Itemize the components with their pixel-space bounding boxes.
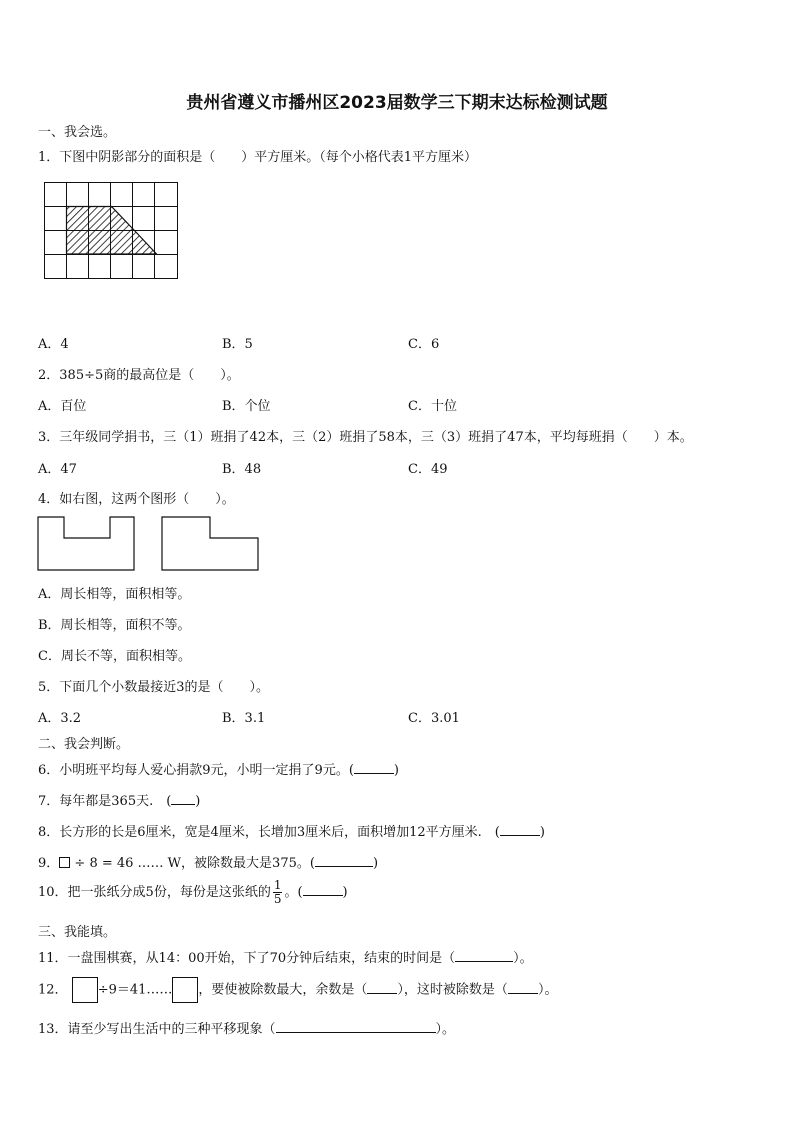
q1-option-b[interactable]: B．5 [222, 337, 253, 352]
question-2: 2．385÷5商的最高位是（ ）。 [38, 368, 240, 383]
q12-dividend-blank[interactable] [508, 981, 538, 994]
q12-text: ，要使被除数最大，余数是（ [198, 982, 368, 998]
q10-text: 10．把一张纸分成5份，每份是这张纸的 [38, 885, 271, 900]
q6-text: 6．小明班平均每人爱心捐款9元，小明一定捐了9元。( [38, 763, 354, 778]
question-1: 1．下图中阴影部分的面积是（ ）平方厘米。（每个小格代表1平方厘米） [38, 150, 478, 165]
q11-text: 11．一盘围棋赛，从14：00开始，下了70分钟后结束，结束的时间是（ [38, 951, 456, 966]
q4-option-a[interactable]: A．周长相等，面积相等。 [38, 587, 191, 602]
q13-answer-blank[interactable] [276, 1020, 436, 1033]
section-heading-1: 一、我会选。 [38, 125, 117, 140]
q2-option-a[interactable]: A．百位 [38, 399, 87, 414]
shape-right [162, 517, 258, 570]
q11-close: ）。 [513, 951, 533, 966]
q13-text: 13．请至少写出生活中的三种平移现象（ [38, 1022, 276, 1037]
question-3: 3．三年级同学捐书，三（1）班捐了42本，三（2）班捐了58本，三（3）班捐了47本，平均每班捐（ ）本。 [38, 430, 693, 445]
section-heading-2: 二、我会判断。 [38, 737, 130, 752]
q10-answer-blank[interactable] [303, 883, 343, 896]
q9-answer-blank[interactable] [315, 854, 373, 867]
q7-text: 7．每年都是365天. ( [38, 794, 172, 809]
q10-close: ) [342, 885, 348, 900]
q12-remainder-blank[interactable] [367, 981, 397, 994]
page-title: 贵州省遵义市播州区2023届数学三下期末达标检测试题 [186, 93, 608, 113]
question-8 [38, 821, 545, 840]
q12-text-2: ），这时被除数是（ [397, 982, 508, 998]
q6-answer-blank[interactable] [354, 761, 394, 774]
q5-option-a[interactable]: A．3.2 [38, 711, 82, 726]
q11-answer-blank[interactable] [455, 949, 513, 962]
question-4: 4．如右图，这两个图形（ ）。 [38, 492, 235, 507]
q4-option-c[interactable]: C．周长不等，面积相等。 [38, 649, 191, 664]
q12-remainder-box[interactable] [172, 977, 198, 1003]
q1-option-c[interactable]: C．6 [408, 337, 440, 352]
q9-close: ) [372, 856, 379, 871]
fraction-numerator: 1 [273, 878, 282, 892]
q6-close: ) [393, 763, 399, 778]
q5-option-c[interactable]: C．3.01 [408, 711, 460, 726]
q12-number: 12． [38, 982, 68, 998]
q9-number: 9． [38, 856, 60, 871]
q7-close: ) [195, 794, 201, 809]
grid-figure [44, 182, 178, 280]
question-5: 5．下面几个小数最接近3的是（ ）。 [38, 680, 270, 695]
question-11 [38, 947, 533, 966]
fraction-one-fifth [273, 879, 283, 906]
q10-mid: 。( [284, 885, 303, 900]
q8-close: ) [539, 825, 545, 840]
question-7 [38, 790, 200, 809]
q3-option-b[interactable]: B．48 [222, 462, 262, 477]
fraction-denominator: 5 [273, 892, 282, 906]
question-10 [38, 879, 348, 906]
q12-close: ）。 [537, 982, 558, 998]
q7-answer-blank[interactable] [171, 792, 195, 805]
section-heading-3: 三、我能填。 [38, 925, 117, 940]
q2-option-c[interactable]: C．十位 [408, 399, 457, 414]
q3-option-a[interactable]: A．47 [38, 462, 77, 477]
q12-middle: ÷9＝41…… [97, 982, 173, 998]
grid-lines [45, 183, 178, 279]
two-shapes-figure [37, 516, 261, 572]
question-12 [38, 977, 557, 1003]
q13-close: ）。 [435, 1022, 456, 1037]
question-13 [38, 1018, 455, 1037]
q8-text: 8．长方形的长是6厘米，宽是4厘米，长增加3厘米后，面积增加12平方厘米. ( [38, 825, 500, 840]
q12-dividend-box[interactable] [72, 977, 98, 1003]
q9-text: ÷ 8 = 46 …… W，被除数最大是375。( [74, 856, 315, 871]
question-9 [38, 852, 378, 871]
q8-answer-blank[interactable] [500, 823, 540, 836]
shape-left [38, 517, 134, 570]
q5-option-b[interactable]: B．3.1 [222, 711, 266, 726]
q4-option-b[interactable]: B．周长相等，面积不等。 [38, 618, 191, 633]
q1-option-a[interactable]: A．4 [38, 337, 69, 352]
question-6 [38, 759, 399, 778]
q3-option-c[interactable]: C．49 [408, 462, 448, 477]
q9-square-box [59, 857, 70, 868]
q2-option-b[interactable]: B．个位 [222, 399, 271, 414]
